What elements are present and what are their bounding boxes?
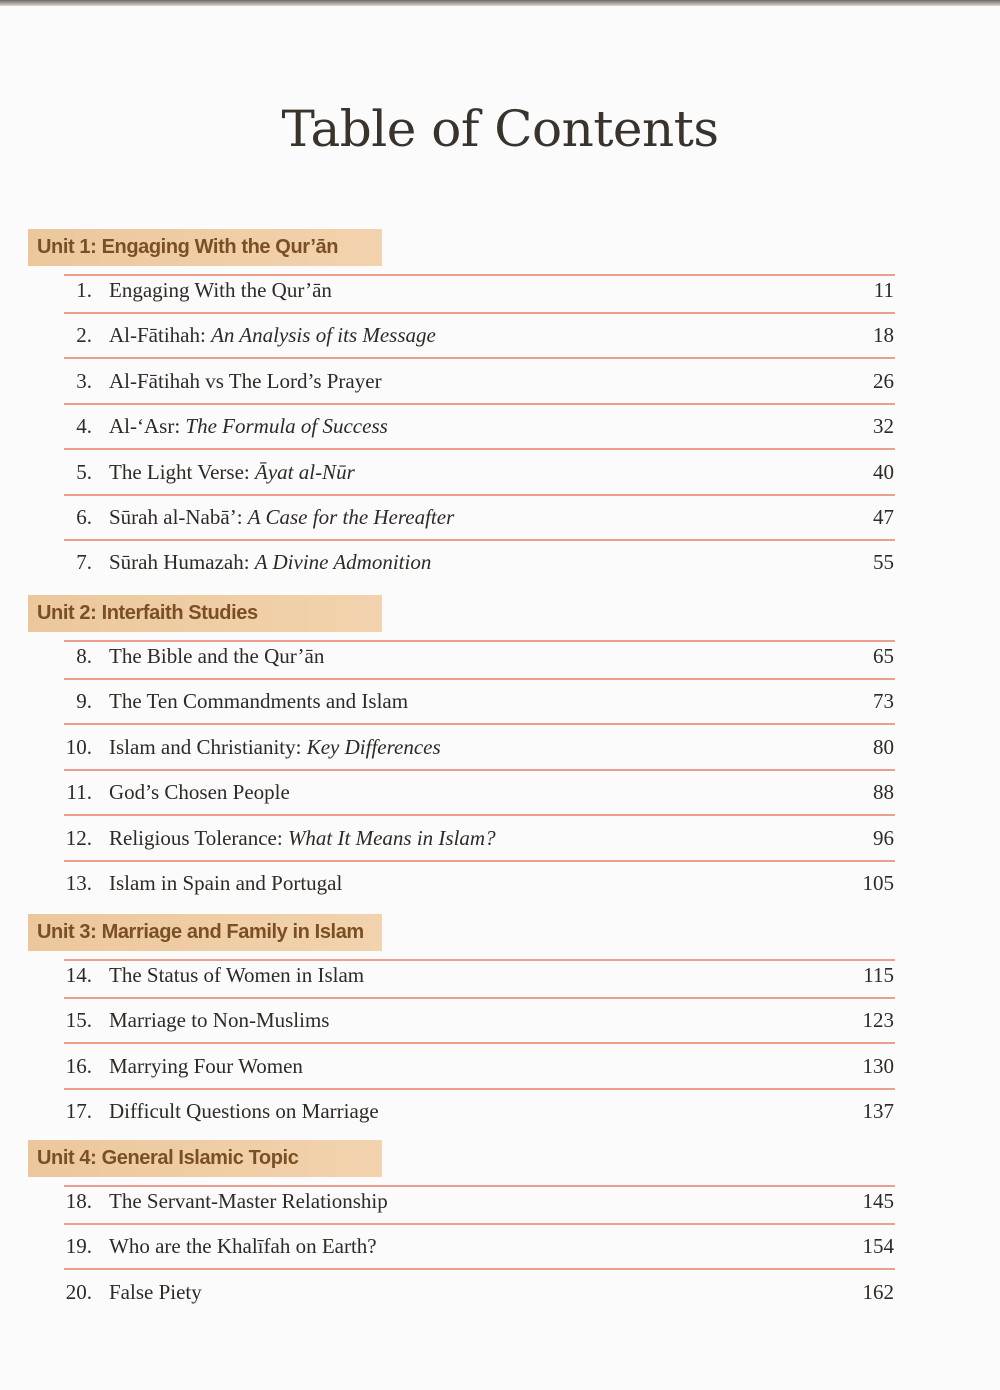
row-divider [64,723,895,725]
chapter-number: 5. [76,459,92,484]
chapter-number: 16. [65,1053,92,1078]
page-number: 47 [873,505,894,529]
unit-header: Unit 4: General Islamic Topic [28,1140,382,1177]
chapter-title-main: The Light Verse: [109,459,255,484]
chapter-title-main: Islam and Christianity: [109,734,307,759]
page-number: 26 [873,368,894,393]
chapter-number: 19. [65,1234,92,1259]
page-number: 145 [862,1189,894,1213]
chapter-title-main: Who are the Khalīfah on Earth? [109,1234,377,1259]
chapter-number: 3. [76,368,92,393]
chapter-number: 8. [76,644,92,668]
chapter-title [109,542,431,582]
page-number: 154 [862,1234,894,1259]
chapter-title-main: False Piety [109,1279,202,1304]
chapter-title-main: Sūrah Humazah: [109,550,255,575]
chapter-number: 6. [76,505,92,529]
chapter-number: 1. [76,278,92,302]
chapter-title [109,406,388,446]
row-divider [64,1042,895,1044]
chapter-title [109,1046,303,1086]
chapter-title [109,1091,379,1131]
chapter-title-main: Marriage to Non-Muslims [109,1008,330,1033]
chapter-number: 7. [76,550,92,575]
toc-entry[interactable] [0,1181,1000,1221]
toc-entry[interactable] [0,727,1000,767]
row-divider [64,539,895,541]
page-number: 32 [873,414,894,439]
page-number: 18 [873,323,894,348]
chapter-subtitle: The Formula of Success [185,414,388,439]
row-divider [64,494,895,496]
chapter-title [109,452,355,492]
page-number: 80 [873,734,894,759]
row-divider [64,357,895,359]
unit-header: Unit 2: Interfaith Studies [28,595,382,632]
chapter-title [109,497,454,537]
page-number: 105 [862,871,894,895]
chapter-title [109,1000,329,1040]
toc-entry[interactable] [0,497,1000,537]
chapter-title-main: The Status of Women in Islam [109,963,365,987]
chapter-title-main: Al-Fātihah vs The Lord’s Prayer [109,368,382,393]
toc-entry[interactable] [0,1000,1000,1040]
chapter-title-main: Islam in Spain and Portugal [109,871,343,895]
chapter-title-main: Engaging With the Qur’ān [109,278,332,302]
chapter-title [109,1272,202,1312]
page-number: 88 [873,780,894,805]
page-number: 65 [873,644,894,668]
page-number: 11 [873,278,894,302]
page-number: 55 [873,550,894,575]
chapter-number: 15. [65,1008,92,1033]
toc-entry[interactable] [0,818,1000,858]
unit-header: Unit 1: Engaging With the Qur’ān [28,229,382,266]
chapter-number: 10. [65,734,92,759]
chapter-title [109,772,290,812]
toc-entry[interactable] [0,542,1000,582]
chapter-number: 4. [76,414,92,439]
row-divider [64,678,895,680]
page-number: 123 [862,1008,894,1033]
chapter-title [109,636,324,676]
toc-entry[interactable] [0,361,1000,401]
toc-entry[interactable] [0,1046,1000,1086]
page-number: 162 [862,1279,894,1304]
chapter-title-main: The Ten Commandments and Islam [109,689,409,714]
chapter-title-main: Al-‘Asr: [109,414,186,439]
chapter-title [109,818,496,858]
row-divider [64,448,895,450]
chapter-subtitle: A Divine Admonition [254,550,432,575]
page-number: 73 [873,689,894,714]
unit-header: Unit 3: Marriage and Family in Islam [28,914,382,951]
row-divider [64,997,895,999]
chapter-subtitle: A Case for the Hereafter [247,505,455,529]
chapter-number: 9. [76,689,92,714]
page-number: 40 [873,459,894,484]
row-divider [64,1268,895,1270]
row-divider [64,1223,895,1225]
chapter-subtitle: An Analysis of its Message [211,323,436,348]
page-number: 130 [862,1053,894,1078]
chapter-title [109,1181,388,1221]
chapter-number: 17. [65,1099,92,1124]
chapter-subtitle: Key Differences [306,734,441,759]
toc-entry[interactable] [0,636,1000,676]
chapter-title-main: Marrying Four Women [109,1053,303,1078]
chapter-title [109,955,364,995]
chapter-title [109,270,332,310]
toc-entry[interactable] [0,315,1000,355]
chapter-title [109,1226,377,1266]
chapter-subtitle: What It Means in Islam? [287,825,496,850]
row-divider [64,769,895,771]
chapter-subtitle: Āyat al-Nūr [255,459,355,484]
chapter-title-main: Difficult Questions on Marriage [109,1099,379,1124]
toc-entry[interactable] [0,270,1000,310]
chapter-title-main: Al-Fātihah: [109,323,212,348]
chapter-number: 18. [65,1189,92,1213]
toc-entry[interactable] [0,863,1000,903]
toc-entry[interactable] [0,452,1000,492]
chapter-title [109,727,441,767]
page-number: 137 [862,1099,894,1124]
chapter-number: 12. [65,825,92,850]
row-divider [64,312,895,314]
row-divider [64,860,895,862]
row-divider [64,403,895,405]
chapter-number: 2. [76,323,92,348]
chapter-number: 11. [66,780,92,805]
toc-entry[interactable] [0,955,1000,995]
chapter-title [109,361,382,401]
chapter-title-main: The Bible and the Qur’ān [109,644,325,668]
page-title: Table of Contents [281,100,719,158]
chapter-title-main: Religious Tolerance: [109,825,288,850]
chapter-title-main: Sūrah al-Nabā’: [109,505,248,529]
chapter-title [109,681,408,721]
chapter-title [109,863,342,903]
chapter-number: 20. [65,1279,92,1304]
page-number: 96 [873,825,894,850]
chapter-title-main: God’s Chosen People [109,780,290,805]
toc-entry[interactable] [0,1272,1000,1312]
toc-entry[interactable] [0,772,1000,812]
chapter-title-main: The Servant-Master Relationship [109,1189,388,1213]
toc-entry[interactable] [0,1226,1000,1266]
page-number: 115 [863,963,894,987]
toc-entry[interactable] [0,1091,1000,1131]
row-divider [64,814,895,816]
chapter-number: 13. [65,871,92,895]
chapter-title [109,315,436,355]
toc-entry[interactable] [0,406,1000,446]
chapter-number: 14. [65,963,92,987]
toc-entry[interactable] [0,681,1000,721]
row-divider [64,1088,895,1090]
